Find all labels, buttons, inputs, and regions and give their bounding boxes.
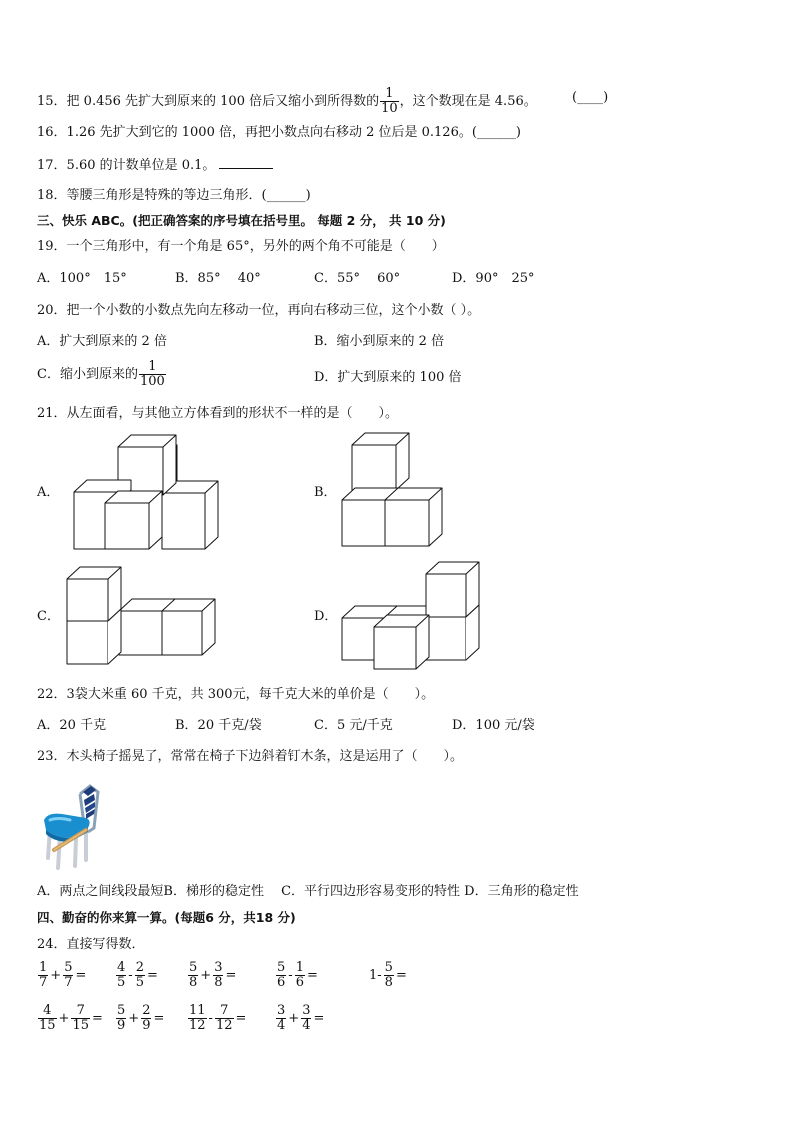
q19-option-b[interactable]: B．85° 40°	[175, 271, 261, 286]
question-23-stem: 23．木头椅子摇晃了，常常在椅子下边斜着钉木条，这是运用了（ ）。	[37, 749, 464, 764]
fraction: $\frac{5}{8}$	[384, 960, 393, 990]
calc-row-2-expr-4[interactable]: $\frac{3}{4}$ + $\frac{3}{4}$ =	[277, 1003, 325, 1033]
calc-row-2-expr-3[interactable]: $\frac{11}{12}$ - $\frac{7}{12}$ =	[189, 1003, 247, 1033]
fraction: $\frac{5}{9}$	[117, 1003, 126, 1033]
fraction: $\frac{5}{7}$	[64, 960, 73, 990]
q15-text-pre: 15．把 0.456 先扩大到原来的 100 倍后又缩小到所得数的	[37, 94, 380, 109]
section-4-heading: 四、勤奋的你来算一算。(每题6 分，共18 分)	[37, 910, 296, 925]
q20-option-b[interactable]: B．缩小到原来的 2 倍	[314, 334, 445, 349]
fraction: $\frac{3}{4}$	[302, 1003, 311, 1033]
fraction: $\frac{7}{12}$	[215, 1003, 233, 1033]
q15-answer-paren[interactable]: (____)	[572, 90, 609, 105]
question-20-stem: 20．把一个小数的小数点先向左移动一位，再向右移动三位，这个小数（ ）。	[37, 303, 481, 318]
question-15	[37, 87, 537, 116]
fraction: $\frac{3}{8}$	[214, 960, 223, 990]
q21-option-d-label[interactable]: D．	[314, 609, 338, 624]
q20-option-c[interactable]	[37, 360, 167, 389]
q15-text-post: ，这个数现在是 4.56。	[399, 94, 537, 109]
cube-c-left-bottom	[67, 621, 108, 664]
question-22-stem: 22．3袋大米重 60 千克，共 300元，每千克大米的单价是（ ）。	[37, 687, 435, 702]
fraction: $\frac{3}{4}$	[277, 1003, 286, 1033]
q22-option-d[interactable]: D．100 元/袋	[452, 718, 535, 733]
calc-row-1-expr-2[interactable]: $\frac{4}{5}$ - $\frac{2}{5}$ =	[117, 960, 158, 990]
q19-option-a[interactable]: A．100° 15°	[37, 271, 127, 286]
fraction: $\frac{5}{8}$	[189, 960, 198, 990]
q15-fraction: $\frac{1}{10}$	[381, 86, 398, 116]
fraction: $\frac{2}{9}$	[142, 1003, 151, 1033]
question-17	[37, 156, 273, 175]
calc-row-2-expr-1[interactable]: $\frac{4}{15}$ + $\frac{7}{15}$ =	[39, 1003, 103, 1033]
question-24-stem: 24．直接写得数．	[37, 937, 145, 952]
question-21-stem: 21．从左面看，与其他立方体看到的形状不一样的是（ ）。	[37, 406, 399, 421]
q19-option-d[interactable]: D．90° 25°	[452, 271, 535, 286]
fraction: $\frac{1}{6}$	[295, 960, 304, 990]
q19-option-c[interactable]: C．55° 60°	[314, 271, 401, 286]
q17-text: 17．5.60 的计数单位是 0.1。	[37, 158, 216, 173]
question-16: 16．1.26 先扩大到它的 1000 倍，再把小数点向右移动 2 位后是 0.126。(______)	[37, 125, 521, 140]
section-3-heading: 三、快乐 ABC。(把正确答案的序号填在括号里。 每题 2 分， 共 10 分)	[37, 213, 446, 228]
q22-option-b[interactable]: B．20 千克/袋	[175, 718, 262, 733]
calc-row-1-expr-4[interactable]: $\frac{5}{6}$ - $\frac{1}{6}$ =	[277, 960, 318, 990]
question-18: 18．等腰三角形是特殊的等边三角形．(______)	[37, 188, 311, 203]
q20-option-a[interactable]: A．扩大到原来的 2 倍	[37, 334, 167, 349]
q21-option-b-label[interactable]: B．	[314, 485, 337, 500]
fraction: $\frac{4}{5}$	[117, 960, 126, 990]
question-19-stem: 19．一个三角形中，有一个角是 65°，另外的两个角不可能是（ ）	[37, 239, 445, 254]
fraction: $\frac{1}{7}$	[39, 960, 48, 990]
q20-option-d[interactable]: D．扩大到原来的 100 倍	[314, 370, 462, 385]
cube-figure-d[interactable]	[335, 560, 485, 675]
calc-row-1-expr-5[interactable]: 1- $\frac{5}{8}$ =	[369, 960, 407, 990]
fraction: $\frac{4}{15}$	[39, 1003, 56, 1033]
q20-option-c-label: C．缩小到原来的	[37, 367, 138, 382]
calc-row-1-expr-1[interactable]: $\frac{1}{7}$ + $\frac{5}{7}$ =	[39, 960, 87, 990]
q21-option-c-label[interactable]: C．	[37, 609, 60, 624]
q23-options[interactable]: A．两点之间线段最短B．梯形的稳定性 C．平行四边形容易变形的特性 D．三角形的稳定性	[37, 884, 579, 899]
fraction: $\frac{7}{15}$	[72, 1003, 89, 1033]
fraction: $\frac{5}{6}$	[277, 960, 286, 990]
calc-row-2-expr-2[interactable]: $\frac{5}{9}$ + $\frac{2}{9}$ =	[117, 1003, 165, 1033]
q20-option-c-fraction: $\frac{1}{100}$	[139, 359, 165, 389]
q22-option-c[interactable]: C．5 元/千克	[314, 718, 393, 733]
q21-option-a-label[interactable]: A．	[37, 485, 60, 500]
fraction: $\frac{2}{5}$	[135, 960, 144, 990]
cube-figure-a[interactable]	[60, 430, 230, 555]
cube-figure-b[interactable]	[335, 430, 455, 555]
cube-figure-c[interactable]	[60, 560, 225, 670]
chair-illustration	[40, 780, 110, 870]
fraction: $\frac{11}{12}$	[189, 1003, 206, 1033]
q17-answer-blank[interactable]	[219, 156, 273, 169]
q22-option-a[interactable]: A．20 千克	[37, 718, 107, 733]
calc-row-1-expr-3[interactable]: $\frac{5}{8}$ + $\frac{3}{8}$ =	[189, 960, 237, 990]
